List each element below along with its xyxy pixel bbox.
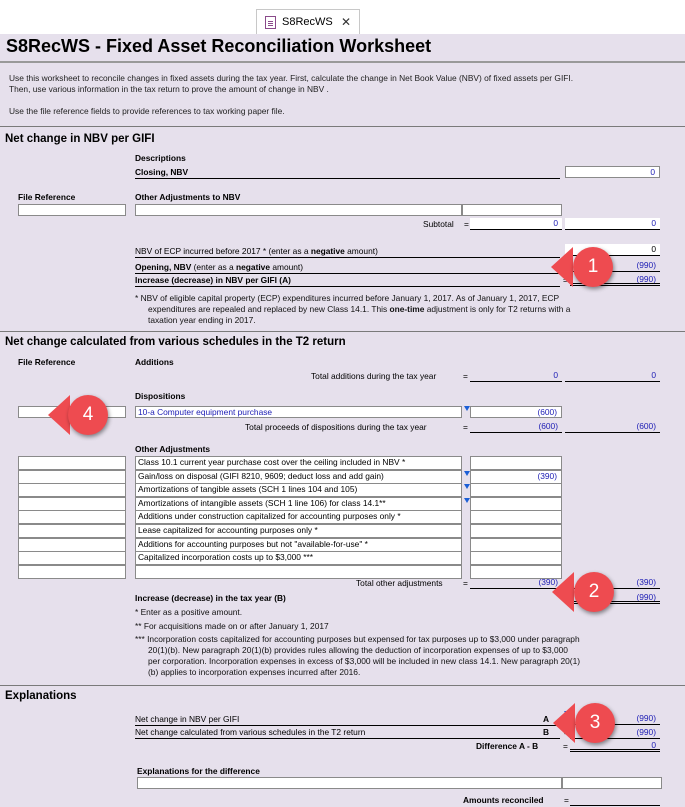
note-6: (b) applies to incorporation expenses incurred after 2016. [148,667,361,677]
callout-badge-4: 4 [68,395,108,435]
total-additions-mid: 0 [470,370,562,382]
explanation-description-field[interactable] [137,777,562,789]
adjustment-description[interactable]: Additions under construction capitalized for accounting purposes only * [135,510,462,524]
ecp-label: NBV of ECP incurred before 2017 * (enter as a negative amount) [135,246,378,256]
adjustment-amount[interactable] [470,497,562,511]
divider [0,685,685,686]
adjustment-amount[interactable] [470,524,562,538]
document-icon [265,16,276,29]
close-icon[interactable]: ✕ [340,15,351,29]
adjustment-file-reference[interactable] [18,497,126,511]
file-reference-label: File Reference [18,357,76,367]
disposition-description-field[interactable]: 10-a Computer equipment purchase [135,406,462,418]
increase-nbv-label: Increase (decrease) in NBV per GIFI (A) [135,275,291,285]
opening-nbv-label: Opening, NBV (enter as a negative amount) [135,262,304,272]
subtotal-mid-value: 0 [470,218,562,230]
dropdown-marker-icon[interactable] [464,484,470,489]
increase-nbv-value: (990) [570,274,660,286]
section-heading-t2: Net change calculated from various schedules in the T2 return [5,336,346,348]
other-adjustments-label: Other Adjustments [135,444,211,454]
underline [135,257,560,258]
total-other-label: Total other adjustments [356,578,443,588]
underline [135,725,560,726]
subtotal-label: Subtotal [423,219,454,229]
adjustment-file-reference[interactable] [18,551,126,565]
adjustment-description[interactable]: Amortizations of tangible assets (SCH 1 lines 104 and 105) [135,483,462,497]
divider [0,61,685,63]
total-other-right: (390) [565,577,660,589]
section-heading-nbv: Net change in NBV per GIFI [5,133,155,145]
adjustment-description[interactable]: Gain/loss on disposal (GIFI 8210, 9609; deduct loss and add gain) [135,470,462,484]
divider [0,331,685,332]
total-additions-right: 0 [565,370,660,382]
adjustment-description[interactable]: Amortizations of intangible assets (SCH 1 line 106) for class 14.1** [135,497,462,511]
note-4: 20(1)(b). New paragraph 20(1)(b) provides rules allowing the deduction of incorporation expenses of up to $3,000 [148,645,568,655]
adjustment-description[interactable]: Capitalized incorporation costs up to $3,000 *** [135,551,462,565]
equals-sign: = [463,422,468,432]
adjustment-file-reference[interactable] [18,538,126,552]
gifi-change-value: (990) [570,713,660,725]
total-additions-label: Total additions during the tax year [311,371,437,381]
equals-sign: = [463,578,468,588]
difference-label: Difference A - B [476,741,539,751]
adjustment-amount[interactable]: (390) [470,470,562,484]
adjustment-amount[interactable] [470,538,562,552]
adjustment-amount[interactable] [470,551,562,565]
adjustment-description-field[interactable] [135,204,462,216]
note-ecp-2: expenditures are repealed and replaced by new Class 14.1. This one-time adjustment is only for T2 returns with a [148,304,571,314]
intro-line-3: Use the file reference fields to provide references to tax working paper file. [9,106,285,116]
adjustment-file-reference[interactable] [18,565,126,579]
adjustment-file-reference[interactable] [18,470,126,484]
equals-sign: = [563,593,568,603]
adjustment-amount[interactable] [470,483,562,497]
underline [135,738,560,739]
closing-nbv-field[interactable]: 0 [565,166,660,178]
callout-badge-1: 1 [573,247,613,287]
difference-value: 0 [570,740,660,752]
t2-change-label: Net change calculated from various schedules in the T2 return [135,727,366,737]
underline [135,273,560,274]
increase-tax-year-label: Increase (decrease) in the tax year (B) [135,593,286,603]
adjustment-amount-field[interactable] [462,204,562,216]
callout-arrow [552,572,574,612]
code-a: A [543,714,550,724]
total-dispositions-label: Total proceeds of dispositions during the tax year [245,422,427,432]
note-1: * Enter as a positive amount. [135,607,243,617]
adjustment-amount[interactable] [470,456,562,470]
intro-line-1: Use this worksheet to reconcile changes in fixed assets during the tax year. First, calculate the change in Net Book Value (NBV) of fixed assets per GIFI. [9,73,574,83]
callout-badge-2: 2 [574,572,614,612]
equals-sign: = [463,371,468,381]
total-other-mid: (390) [470,577,562,589]
callout-arrow [48,395,70,435]
adjustment-description[interactable]: Class 10.1 current year purchase cost over the ceiling included in NBV * [135,456,462,470]
intro-line-2: Then, use various information in the tax return to prove the amount of change in NBV . [9,84,329,94]
underline [135,286,560,287]
disposition-amount-field[interactable]: (600) [470,406,562,418]
underline [135,178,560,179]
divider [0,126,685,127]
amounts-reconciled-label: Amounts reconciled [463,795,544,805]
total-dispositions-right: (600) [565,421,660,433]
equals-sign: = [563,741,568,751]
explanation-amount-field[interactable] [562,777,662,789]
tab-label: S8RecWS [282,16,333,28]
callout-arrow [551,247,573,287]
additions-label: Additions [135,357,174,367]
opening-nbv-value: (990) [565,260,660,272]
subtotal-right-value: 0 [565,218,660,230]
equals-sign: = [464,219,469,229]
adjustment-file-reference[interactable] [18,483,126,497]
note-ecp-3: taxation year ending in 2017. [148,315,256,325]
adjustment-description[interactable] [135,565,462,579]
file-reference-field[interactable] [18,204,126,216]
section-heading-explanations: Explanations [5,690,77,702]
adjustment-description[interactable]: Additions for accounting purposes but not "available-for-use" * [135,538,462,552]
explanations-difference-label: Explanations for the difference [137,766,260,776]
underline [570,805,660,806]
file-reference-label: File Reference [18,192,76,202]
adjustment-description[interactable]: Lease capitalized for accounting purposes only * [135,524,462,538]
dropdown-marker-icon[interactable] [464,498,470,503]
minus-sign: - [564,728,567,738]
callout-badge-3: 3 [575,703,615,743]
equals-sign: = [564,795,569,805]
dropdown-marker-icon[interactable] [464,471,470,476]
t2-change-value: (990) [570,727,660,739]
adjustment-file-reference[interactable] [18,524,126,538]
gifi-change-label: Net change in NBV per GIFI [135,714,240,724]
adjustment-file-reference[interactable] [18,456,126,470]
ecp-field[interactable]: 0 [565,244,660,256]
note-3: *** Incorporation costs capitalized for accounting purposes but expensed for tax purposes up to $3,000 under paragraph [135,634,580,644]
page-title: S8RecWS - Fixed Asset Reconciliation Worksheet [6,36,432,56]
other-adjustments-label: Other Adjustments to NBV [135,192,241,202]
dispositions-label: Dispositions [135,391,186,401]
note-5: per corporation. Incorporation expenses in excess of $3,000 will be included in new class 14.1. New paragraph 20(1) [148,656,581,666]
equals-sign: = [563,275,568,285]
closing-nbv-label: Closing, NBV [135,167,189,177]
adjustment-amount[interactable] [470,510,562,524]
increase-tax-year-value: (990) [570,592,660,604]
code-b: B [543,727,550,737]
tab-s8recws[interactable] [256,9,360,34]
note-ecp-1: * NBV of eligible capital property (ECP) expenditures incurred before January 1, 2017. As of January 1, 2017, ECP [135,293,560,303]
note-2: ** For acquisitions made on or after January 1, 2017 [135,621,329,631]
adjustment-file-reference[interactable] [18,510,126,524]
total-dispositions-mid: (600) [470,421,562,433]
callout-arrow [553,703,575,743]
descriptions-label: Descriptions [135,153,186,163]
